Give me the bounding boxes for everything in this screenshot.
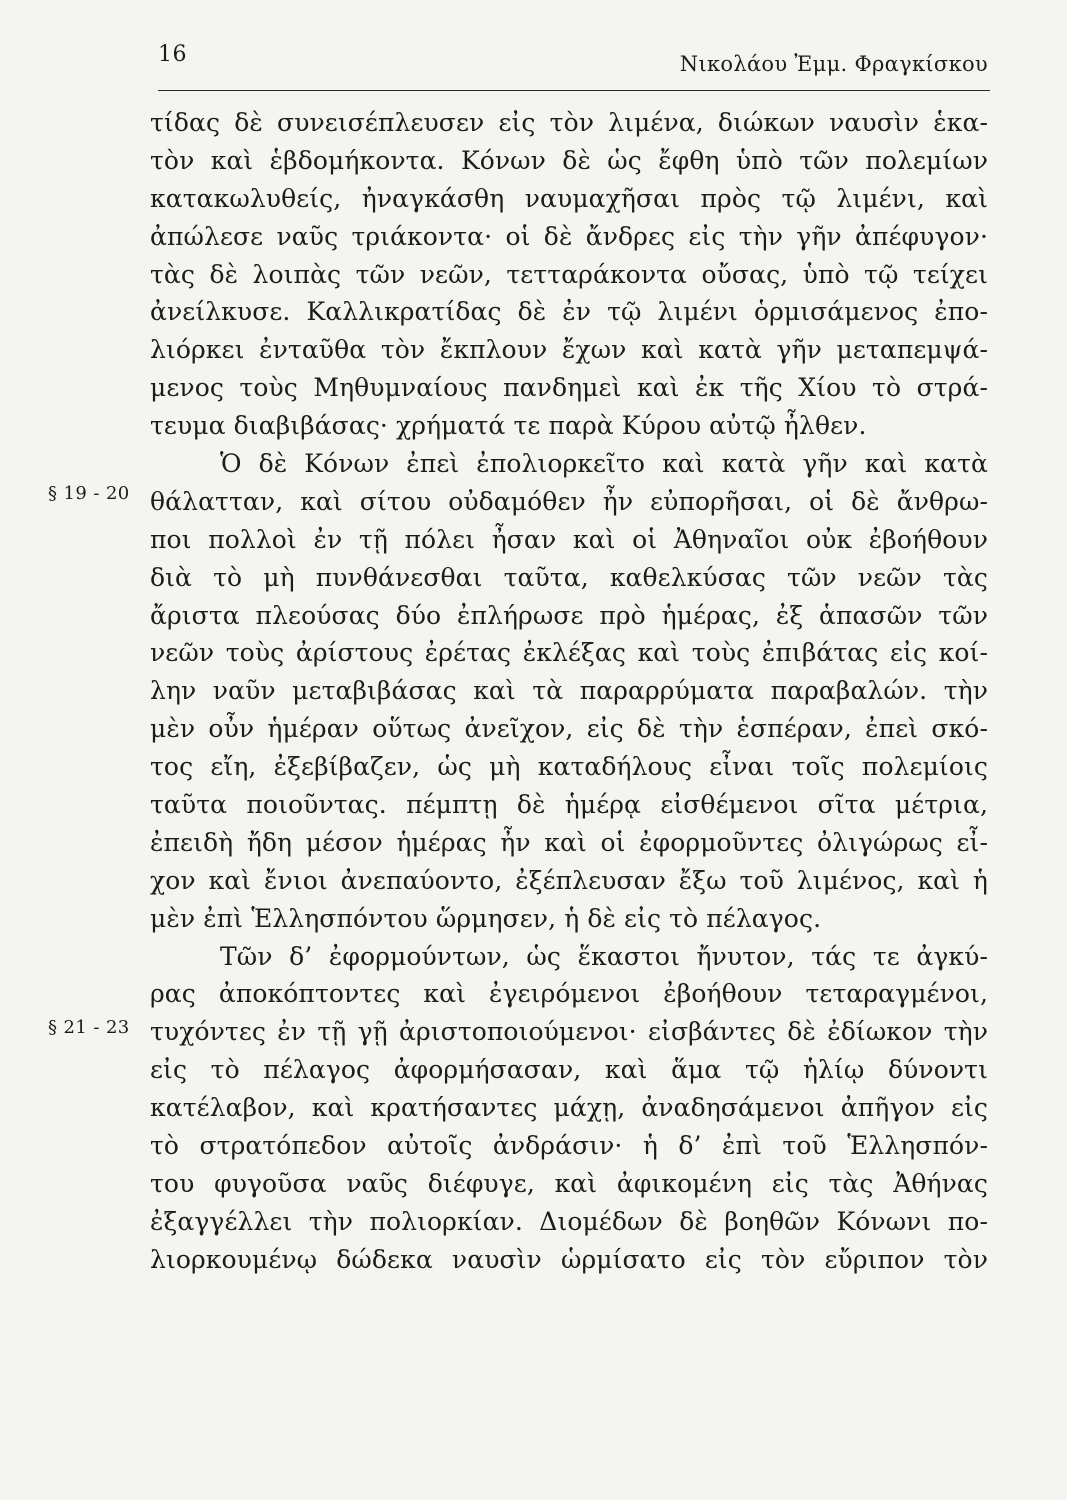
text-line: μενος τοὺς Μηθυμναίους πανδημεὶ καὶ ἐκ τῆς Χίου τὸ στρά- (150, 373, 988, 403)
running-header (158, 38, 990, 91)
text-line: ἀπώλεσε ναῦς τριάκοντα· οἱ δὲ ἄνδρες εἰς τὴν γῆν ἀπέφυγον· (150, 221, 988, 251)
text-line: ταῦτα ποιοῦντας. πέμπτῃ δὲ ἡμέρᾳ εἰσθέμενοι σῖτα μέτρια, (150, 790, 988, 820)
text-line: χον καὶ ἔνιοι ἀνεπαύοντο, ἐξέπλευσαν ἔξω τοῦ λιμένος, καὶ ἡ (150, 865, 988, 895)
paragraph-end-line: μὲν ἐπὶ Ἑλλησπόντου ὥρμησεν, ἡ δὲ εἰς τὸ πέλαγος. (150, 903, 822, 933)
text-line: εἰς τὸ πέλαγος ἀφορμήσασαν, καὶ ἅμα τῷ ἡλίῳ δύνοντι (150, 1055, 988, 1085)
text-line: κατέλαβον, καὶ κρατήσαντες μάχῃ, ἀναδησάμενοι ἀπῆγον εἰς (150, 1093, 988, 1123)
text-line: τὸν καὶ ἑβδομήκοντα. Κόνων δὲ ὡς ἔφθη ὑπὸ τῶν πολεμίων (150, 145, 988, 175)
paragraph-start-line: Τῶν δ’ ἐφορμούντων, ὡς ἕκαστοι ἤνυτον, τάς τε ἀγκύ- (220, 941, 988, 971)
text-line: ἐπειδὴ ἤδη μέσον ἡμέρας ἦν καὶ οἱ ἐφορμοῦντες ὀλιγώρως εἶ- (150, 827, 988, 857)
text-line: λιορκουμένῳ δώδεκα ναυσὶν ὡρμίσατο εἰς τὸν εὔριπον τὸν (150, 1244, 988, 1274)
text-line: διὰ τὸ μὴ πυνθάνεσθαι ταῦτα, καθελκύσας τῶν νεῶν τὰς (150, 562, 988, 592)
body-text (150, 104, 988, 1279)
text-line: τυχόντες ἐν τῇ γῇ ἀριστοποιούμενοι· εἰσβάντες δὲ ἐδίωκον τὴν (150, 1017, 988, 1047)
paragraph-start-line: Ὁ δὲ Κόνων ἐπεὶ ἐπολιορκεῖτο καὶ κατὰ γῆν καὶ κατὰ (220, 449, 988, 479)
text-line: τίδας δὲ συνεισέπλευσεν εἰς τὸν λιμένα, διώκων ναυσὶν ἑκα- (150, 108, 988, 137)
text-line: ἀνείλκυσε. Καλλικρατίδας δὲ ἐν τῷ λιμένι ὁρμισάμενος ἐπο- (150, 297, 988, 327)
text-line: νεῶν τοὺς ἀρίστους ἐρέτας ἐκλέξας καὶ τοὺς ἐπιβάτας εἰς κοί- (150, 638, 988, 668)
section-marker-21-23: § 21 - 23 (48, 1017, 130, 1038)
text-line: του φυγοῦσα ναῦς διέφυγε, καὶ ἀφικομένη εἰς τὰς Ἀθήνας (150, 1168, 988, 1198)
running-head: Νικολάου Ἐμμ. Φραγκίσκου (679, 52, 988, 76)
text-line: λιόρκει ἐνταῦθα τὸν ἔκπλουν ἔχων καὶ κατὰ γῆν μεταπεμψά- (150, 335, 988, 365)
paragraph-end-line: τευμα διαβιβάσας· χρήματά τε παρὰ Κύρου αὐτῷ ἦλθεν. (150, 411, 867, 441)
section-marker-19-20: § 19 - 20 (48, 483, 130, 504)
text-line: ἄριστα πλεούσας δύο ἐπλήρωσε πρὸ ἡμέρας, ἐξ ἁπασῶν τῶν (150, 600, 988, 630)
text-line: τὸ στρατόπεδον αὐτοῖς ἀνδράσιν· ἡ δ’ ἐπὶ τοῦ Ἑλλησπόν- (150, 1131, 988, 1161)
text-line: ρας ἀποκόπτοντες καὶ ἐγειρόμενοι ἐβοήθουν τεταραγμένοι, (150, 979, 988, 1009)
page-number: 16 (158, 42, 187, 67)
text-line: τὰς δὲ λοιπὰς τῶν νεῶν, τετταράκοντα οὔσας, ὑπὸ τῷ τείχει (150, 259, 988, 289)
text-line: τος εἴη, ἐξεβίβαζεν, ὡς μὴ καταδήλους εἶναι τοῖς πολεμίοις (150, 752, 988, 782)
text-line: ποι πολλοὶ ἐν τῇ πόλει ἦσαν καὶ οἱ Ἀθηναῖοι οὐκ ἐβοήθουν (150, 524, 988, 554)
text-line: ἐξαγγέλλει τὴν πολιορκίαν. Διομέδων δὲ βοηθῶν Κόνωνι πο- (150, 1206, 988, 1236)
text-line: μὲν οὖν ἡμέραν οὕτως ἀνεῖχον, εἰς δὲ τὴν ἑσπέραν, ἐπεὶ σκό- (150, 714, 988, 744)
text-line: θάλατταν, καὶ σίτου οὐδαμόθεν ἦν εὐπορῆσαι, οἱ δὲ ἄνθρω- (150, 486, 988, 516)
text-line: κατακωλυθείς, ἠναγκάσθη ναυμαχῆσαι πρὸς τῷ λιμένι, καὶ (150, 183, 988, 213)
text-line: λην ναῦν μεταβιβάσας καὶ τὰ παραρρύματα παραβαλών. τὴν (150, 676, 988, 706)
